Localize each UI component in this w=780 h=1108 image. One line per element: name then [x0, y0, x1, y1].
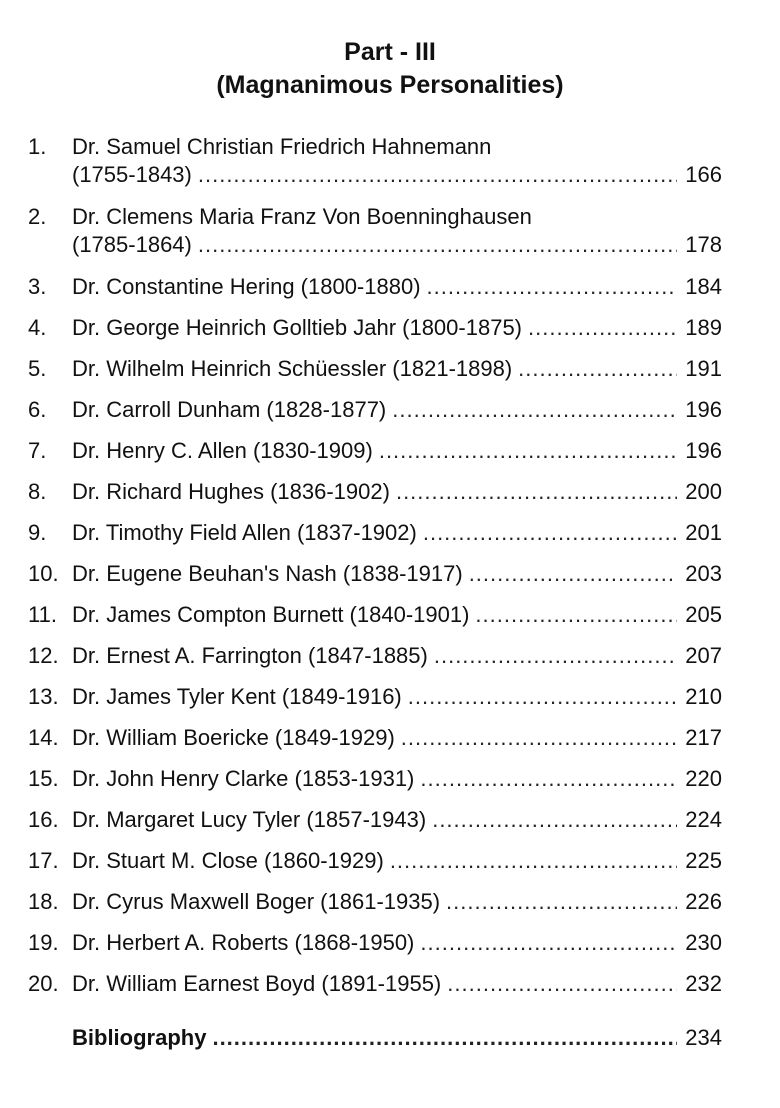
- entry-title: Dr. John Henry Clarke (1853-1931): [72, 766, 415, 791]
- toc-entry: [0, 635, 780, 676]
- part-subtitle: (Magnanimous Personalities): [216, 71, 564, 99]
- entry-page-number: 210: [685, 684, 722, 709]
- dot-leader: [198, 230, 677, 260]
- entry-page-number: 230: [685, 930, 722, 955]
- entry-title: (1785-1864): [72, 232, 192, 257]
- entry-title: Dr. Constantine Hering (1800-1880): [72, 274, 421, 299]
- dot-leader: [423, 518, 677, 548]
- toc-entry: [0, 430, 780, 471]
- entry-number: 5.: [28, 356, 47, 381]
- dot-leader: [420, 764, 677, 794]
- entry-number: 8.: [28, 479, 47, 504]
- entry-title: Dr. Ernest A. Farrington (1847-1885): [72, 643, 428, 668]
- entry-title: Dr. James Compton Burnett (1840-1901): [72, 602, 470, 627]
- toc-entry: [0, 881, 780, 922]
- dot-leader: [198, 160, 677, 190]
- dot-leader: [420, 928, 677, 958]
- entry-page-number: 189: [685, 315, 722, 340]
- entry-number: 4.: [28, 315, 47, 340]
- bibliography-title: Bibliography: [72, 1025, 207, 1050]
- dot-leader: [396, 477, 677, 507]
- toc-entry: [0, 717, 780, 758]
- entry-number: 12.: [28, 643, 59, 668]
- dot-leader: [475, 600, 677, 630]
- part-title: Part - III: [344, 38, 436, 66]
- entry-number: 11.: [28, 602, 57, 627]
- entry-number: 7.: [28, 438, 47, 463]
- entry-page-number: 184: [685, 274, 722, 299]
- entry-page-number: 205: [685, 602, 722, 627]
- entry-page-number: 217: [685, 725, 722, 750]
- dot-leader: [446, 887, 677, 917]
- entry-page-number: 166: [685, 162, 722, 187]
- page-header: [0, 36, 780, 102]
- entry-page-number: 201: [685, 520, 722, 545]
- entry-number: 14.: [28, 725, 59, 750]
- dot-leader: [447, 969, 677, 999]
- entry-page-number: 225: [685, 848, 722, 873]
- toc-entry: [0, 348, 780, 389]
- dot-leader: [392, 395, 677, 425]
- toc-entry: [0, 676, 780, 717]
- entry-number: 3.: [28, 274, 47, 299]
- entry-name-line: Dr. Clemens Maria Franz Von Boenninghausen: [72, 204, 532, 229]
- toc-entry: [0, 512, 780, 553]
- entry-title: Dr. Richard Hughes (1836-1902): [72, 479, 390, 504]
- toc-entry: [0, 840, 780, 881]
- dot-leader: [401, 723, 678, 753]
- table-of-contents: [0, 126, 780, 1004]
- dot-leader: [212, 1023, 677, 1053]
- dot-leader: [469, 559, 678, 589]
- toc-entry: [0, 553, 780, 594]
- entry-number: 15.: [28, 766, 59, 791]
- entry-page-number: 196: [685, 438, 722, 463]
- entry-title: Dr. Eugene Beuhan's Nash (1838-1917): [72, 561, 463, 586]
- entry-page-number: 191: [685, 356, 722, 381]
- entry-title: Dr. Carroll Dunham (1828-1877): [72, 397, 387, 422]
- entry-page-number: 220: [685, 766, 722, 791]
- entry-page-number: 200: [685, 479, 722, 504]
- entry-number: 6.: [28, 397, 47, 422]
- dot-leader: [528, 313, 677, 343]
- entry-name-line: Dr. Samuel Christian Friedrich Hahnemann: [72, 134, 492, 159]
- entry-title: Dr. James Tyler Kent (1849-1916): [72, 684, 402, 709]
- entry-number: 10.: [28, 561, 59, 586]
- dot-leader: [432, 805, 677, 835]
- entry-title: Dr. Herbert A. Roberts (1868-1950): [72, 930, 415, 955]
- toc-entry: [0, 389, 780, 430]
- toc-entry: [0, 922, 780, 963]
- entry-number: 16.: [28, 807, 59, 832]
- entry-page-number: 207: [685, 643, 722, 668]
- entry-title: Dr. Henry C. Allen (1830-1909): [72, 438, 373, 463]
- entry-page-number: 178: [685, 232, 722, 257]
- dot-leader: [518, 354, 677, 384]
- entry-page-number: 224: [685, 807, 722, 832]
- entry-title: Dr. Wilhelm Heinrich Schüessler (1821-1898): [72, 356, 513, 381]
- bibliography-page: 234: [685, 1025, 722, 1050]
- dot-leader: [434, 641, 677, 671]
- toc-entry: [0, 126, 780, 196]
- toc-entry: [0, 196, 780, 266]
- toc-entry: [0, 799, 780, 840]
- toc-entry: [0, 307, 780, 348]
- entry-page-number: 232: [685, 971, 722, 996]
- entry-title: Dr. George Heinrich Golltieb Jahr (1800-1875): [72, 315, 523, 340]
- entry-page-number: 203: [685, 561, 722, 586]
- entry-number: 1.: [28, 134, 47, 159]
- entry-title: Dr. Cyrus Maxwell Boger (1861-1935): [72, 889, 441, 914]
- entry-title: Dr. William Boericke (1849-1929): [72, 725, 395, 750]
- entry-title: Dr. Margaret Lucy Tyler (1857-1943): [72, 807, 427, 832]
- entry-page-number: 226: [685, 889, 722, 914]
- entry-number: 19.: [28, 930, 59, 955]
- entry-title: Dr. Timothy Field Allen (1837-1902): [72, 520, 417, 545]
- entry-page-number: 196: [685, 397, 722, 422]
- toc-entry: [0, 758, 780, 799]
- entry-title: Dr. William Earnest Boyd (1891-1955): [72, 971, 442, 996]
- entry-number: 2.: [28, 204, 47, 229]
- dot-leader: [379, 436, 677, 466]
- entry-title: Dr. Stuart M. Close (1860-1929): [72, 848, 384, 873]
- toc-entry: [0, 266, 780, 307]
- dot-leader: [408, 682, 678, 712]
- entry-number: 9.: [28, 520, 47, 545]
- entry-number: 18.: [28, 889, 59, 914]
- dot-leader: [390, 846, 677, 876]
- entry-number: 13.: [28, 684, 59, 709]
- entry-title: (1755-1843): [72, 162, 192, 187]
- toc-entry: [0, 963, 780, 1004]
- toc-entry: [0, 471, 780, 512]
- entry-number: 20.: [28, 971, 59, 996]
- dot-leader: [427, 272, 678, 302]
- toc-entry: [0, 594, 780, 635]
- entry-number: 17.: [28, 848, 59, 873]
